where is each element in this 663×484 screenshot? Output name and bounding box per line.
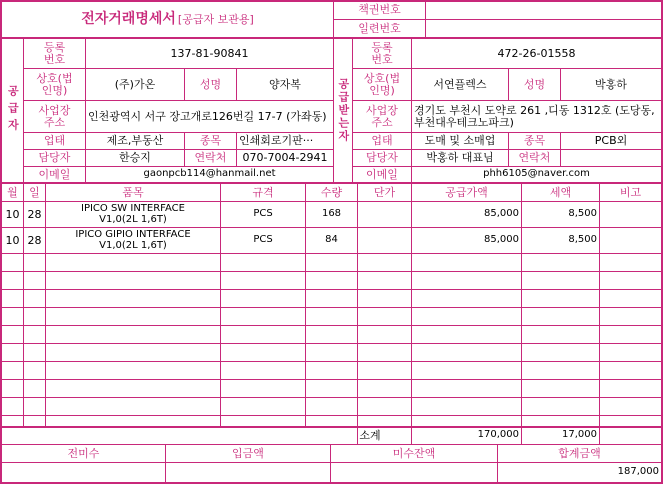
buyer-contact: 박홍하 대표님: [426, 151, 494, 165]
supplier-phone: 070-7004-2941: [242, 151, 328, 165]
supplier-contact: 한승지: [119, 151, 151, 165]
row2-note: [600, 228, 661, 253]
supplier-item-label: 종목: [199, 134, 222, 148]
supplier-address: 인천광역시 서구 장고개로126번길 17-7 (가좌동): [88, 109, 327, 123]
row1-day: 28: [27, 207, 42, 221]
serial-number-label: 일련번호: [358, 21, 401, 35]
row2-month: 10: [5, 233, 20, 247]
row1-month: 10: [5, 207, 20, 221]
row2-item: IPICO GIPIO INTERFACE V1,0(2L 1,6T): [75, 229, 191, 251]
buyer-contact-label: 담당자: [366, 151, 398, 165]
subtotal-tax: 17,000: [562, 429, 597, 441]
row2-amount: 85,000: [484, 234, 519, 246]
supplier-address-label: 사업장주소: [38, 103, 71, 129]
buyer-side-label: 공급받는자: [336, 78, 350, 143]
row2-price: [358, 228, 411, 253]
subtotal-label: 소계: [359, 428, 381, 442]
buyer-email: phh6105@naver.com: [483, 168, 590, 180]
supplier-rep: 양자복: [269, 77, 301, 91]
paid-value: [166, 463, 330, 482]
supplier-contact-label: 담당자: [38, 151, 71, 165]
col-header-month: 월: [7, 185, 18, 199]
supplier-email: gaonpcb114@hanmail.net: [143, 168, 276, 180]
row2-qty: 84: [325, 234, 338, 246]
row1-qty: 168: [321, 208, 342, 220]
buyer-reg-number: 472-26-01558: [497, 46, 576, 60]
document-title: [2, 2, 333, 37]
supplier-name: (주)가온: [114, 77, 156, 91]
buyer-name: 서연플렉스: [433, 77, 487, 91]
supplier-rep-label: 성명: [199, 77, 222, 91]
col-header-amount: 공급가액: [445, 185, 488, 199]
row1-price: [358, 202, 411, 227]
col-header-item: 품목: [122, 185, 144, 199]
buyer-type: 도매 및 소매업: [424, 134, 496, 148]
buyer-rep-label: 성명: [523, 77, 546, 91]
supplier-type-label: 업태: [43, 134, 66, 148]
row1-amount: 85,000: [484, 208, 519, 220]
subtotal-amount: 170,000: [477, 429, 519, 441]
buyer-rep: 박홍하: [595, 77, 627, 91]
buyer-type-label: 업태: [371, 134, 393, 148]
col-header-price: 단가: [373, 185, 396, 199]
row2-spec: PCS: [253, 234, 273, 246]
supplier-phone-label: 연락처: [194, 151, 227, 165]
copy-label: [공급자 보관용]: [177, 12, 254, 26]
col-header-qty: 수량: [320, 185, 343, 199]
serial-number-value: [426, 20, 661, 37]
supplier-reg-number: 137-81-90841: [170, 46, 249, 60]
supplier-type: 제조,부동산: [106, 134, 164, 148]
prev-balance-value: [2, 463, 165, 482]
row1-spec: PCS: [253, 208, 273, 220]
supplier-reg-label: 등록번호: [43, 40, 66, 66]
buyer-email-label: 이메일: [366, 167, 398, 181]
supplier-side-label: 공급자: [6, 85, 20, 136]
total-value: 187,000: [617, 466, 659, 478]
buyer-reg-label: 등록번호: [371, 40, 393, 66]
buyer-phone-label: 연락처: [518, 151, 551, 165]
row2-day: 28: [27, 233, 42, 247]
supplier-email-label: 이메일: [38, 167, 71, 181]
prev-balance-label: 전미수: [67, 446, 100, 460]
col-header-day: 일: [29, 185, 40, 199]
unpaid-value: [331, 463, 497, 482]
buyer-name-label: 상호(법인명): [363, 71, 401, 97]
row1-tax: 8,500: [568, 208, 597, 220]
buyer-item-label: 종목: [523, 134, 546, 148]
buyer-address: 경기도 부천시 도약로 261 ,디동 1312호 (도당동, 부천대우테크노파크): [414, 103, 655, 129]
title-text: 전자거래명세서: [81, 11, 176, 28]
col-header-tax: 세액: [549, 185, 572, 199]
unpaid-label: 미수잔액: [392, 446, 436, 460]
col-header-note: 비고: [619, 185, 642, 199]
row1-item: IPICO SW INTERFACE V1,0(2L 1,6T): [81, 203, 185, 225]
row1-note: [600, 202, 661, 227]
buyer-phone: [561, 150, 661, 166]
row2-tax: 8,500: [568, 234, 597, 246]
buyer-item: PCB외: [594, 134, 628, 148]
buyer-address-label: 사업장주소: [366, 103, 398, 129]
col-header-spec: 규격: [252, 185, 274, 199]
supplier-item: 인쇄회로기판···: [239, 134, 314, 148]
paid-label: 입금액: [232, 446, 264, 460]
total-label: 합계금액: [558, 446, 601, 460]
supplier-name-label: 상호(법인명): [36, 71, 73, 97]
book-number-value: [426, 1, 661, 19]
book-number-label: 책권번호: [358, 3, 401, 17]
